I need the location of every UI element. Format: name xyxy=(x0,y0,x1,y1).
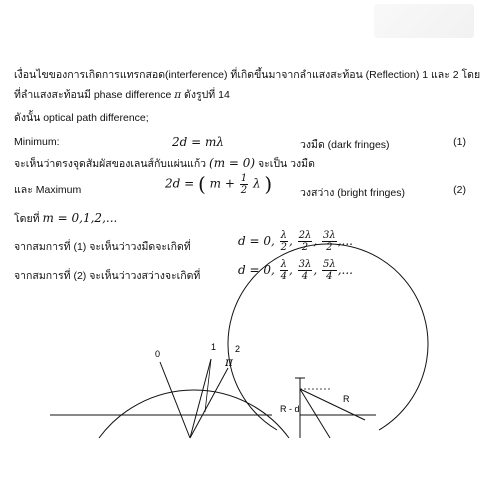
minimum-label: Minimum: xyxy=(14,136,60,148)
half-denominator: 2 xyxy=(240,184,248,196)
bright-frac-1-num: λ xyxy=(280,259,287,270)
where-prefix: โดยที่ xyxy=(14,213,40,225)
dark-ring-text: จากสมการที่ (1) จะเห็นว่าวงมืดจะเกิดที่ xyxy=(14,241,191,253)
m-zero-condition: (m = 0) xyxy=(209,156,256,170)
bright-frac-3-num: 5λ xyxy=(322,259,336,270)
dark-ring-lead: d = 0, xyxy=(238,234,275,248)
pi-label-figure: π xyxy=(225,355,233,369)
ray-0 xyxy=(160,362,190,438)
m-values: m = 0,1,2,... xyxy=(42,211,118,225)
dark-frac-3-den: 2 xyxy=(326,242,333,253)
paragraph-line-3: ดังนั้น optical path difference; xyxy=(14,112,149,124)
maximum-label: และ Maximum xyxy=(14,184,82,196)
bright-ring-tail: ,... xyxy=(337,263,353,277)
bright-frac-2-den: 4 xyxy=(301,271,309,282)
equation-2-m: m + xyxy=(209,176,235,191)
equation-2-lhs: 2d = xyxy=(165,176,195,191)
dark-frac-2-den: 2 xyxy=(301,242,309,253)
dark-fringes-label: วงมืด (dark fringes) xyxy=(300,139,390,151)
bright-frac-3-den: 4 xyxy=(326,271,333,282)
dark-frac-3-num: 3λ xyxy=(322,230,336,241)
ray-1-label: 1 xyxy=(211,342,217,352)
dark-frac-2-num: 2λ xyxy=(298,230,312,241)
bright-ring-equation: d = 0, $\frac{\lambda}{4}$ , $\frac{3\lambda}{4}$ , $\frac{5\lambda}{4}$ ,... xyxy=(238,259,353,282)
paragraph-line-2-text-a: ที่ลำแสงสะท้อนมี phase difference xyxy=(14,89,172,101)
ray-1 xyxy=(190,359,211,438)
paren-open: ( xyxy=(198,172,206,196)
r-minus-d-label: R - d xyxy=(280,404,300,414)
bright-ring-text: จากสมการที่ (2) จะเห็นว่าวงสว่างจะเกิดที่ xyxy=(14,270,201,282)
pi-symbol: π xyxy=(174,89,182,101)
bright-fringes-label: วงสว่าง (bright fringes) xyxy=(300,187,405,199)
equation-2-lambda: λ xyxy=(252,176,261,191)
paragraph-line-2-text-b: ดังรูปที่ 14 xyxy=(184,89,230,101)
half-numerator: 1 xyxy=(240,172,248,184)
paragraph-line-1: เงื่อนไขของการเกิดการแทรกสอด(interference) ที่เกิดขึ้นมาจากลำแสงสะท้อน (Reflection) 1 และ 2 โดย xyxy=(14,69,480,81)
equation-number-1: (1) xyxy=(453,136,466,148)
equation-number-2: (2) xyxy=(453,184,466,196)
paren-close: ) xyxy=(264,172,273,196)
ray-2-label: 2 xyxy=(235,344,241,354)
dark-frac-1-den: 2 xyxy=(280,242,288,253)
ray-0-label: 0 xyxy=(155,349,161,359)
dark-ring-equation: d = 0, $\frac{\lambda}{2}$ , $\frac{2\lambda}{2}$ , $\frac{3\lambda}{2}$ ,... xyxy=(238,230,353,253)
equation-1: 2d = mλ xyxy=(172,135,224,149)
dark-ring-tail: ,... xyxy=(337,234,353,248)
contact-point-text-b: จะเป็น วงมืด xyxy=(258,158,315,170)
bright-frac-1-den: 4 xyxy=(280,271,288,282)
dark-frac-1-num: λ xyxy=(280,230,287,241)
bright-frac-2-num: 3λ xyxy=(298,259,312,270)
contact-point-text-a: จะเห็นว่าตรงจุดสัมผัสของเลนส์กับแผ่นแก้ว xyxy=(14,158,207,170)
radius-label: R xyxy=(343,394,350,404)
bright-ring-lead: d = 0, xyxy=(238,263,275,277)
